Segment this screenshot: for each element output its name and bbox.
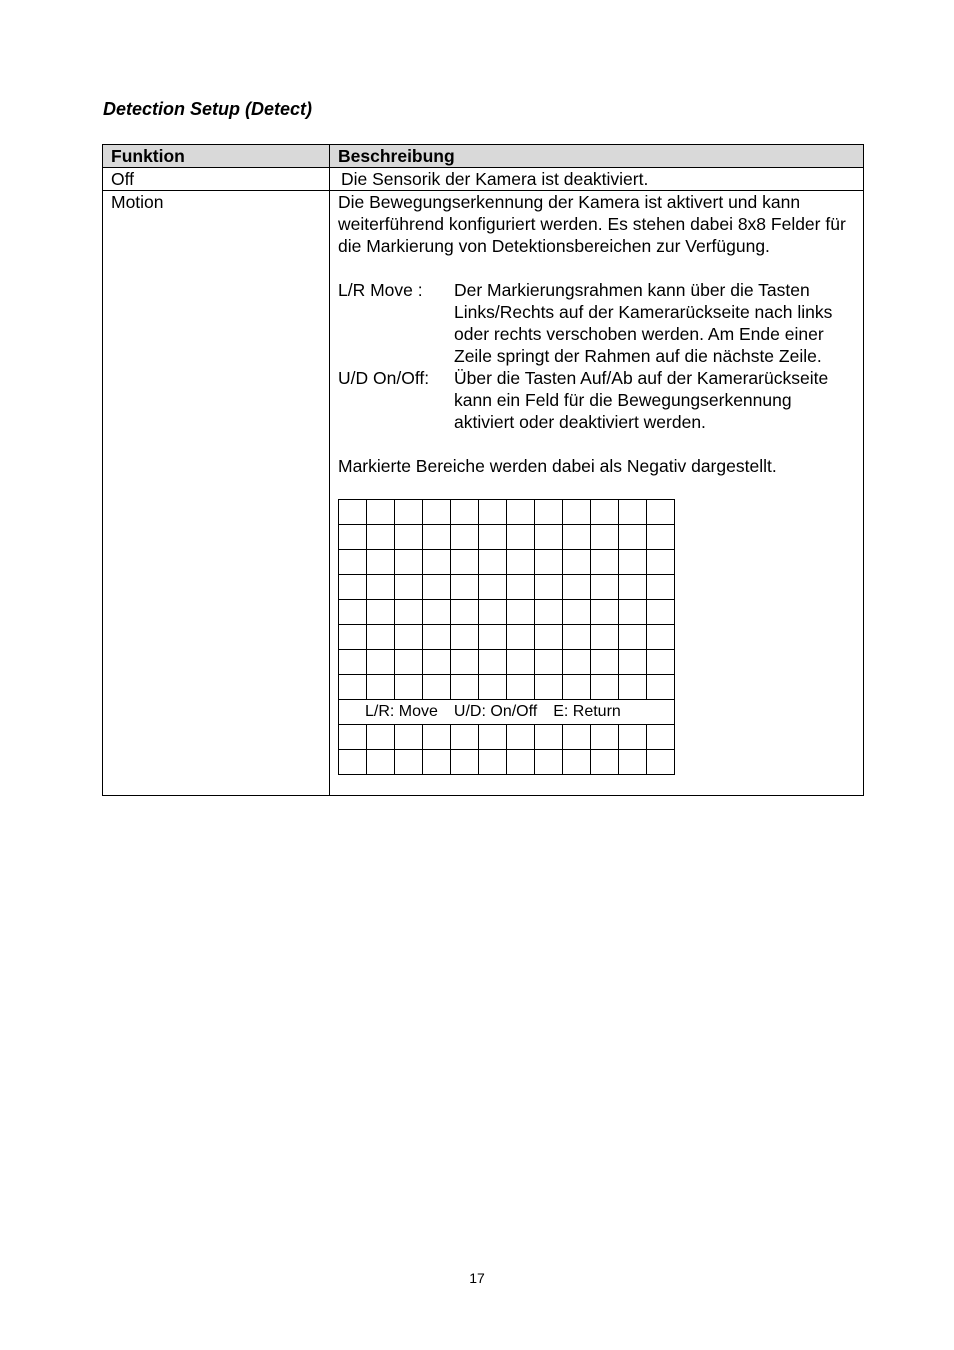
grid-row: [339, 525, 675, 550]
grid-row: [339, 550, 675, 575]
grid-cell: [339, 550, 367, 575]
grid-row: [339, 625, 675, 650]
grid-cell: [647, 550, 675, 575]
grid-cell: [563, 675, 591, 700]
grid-cell: [647, 750, 675, 775]
grid-cell: [339, 575, 367, 600]
grid-cell: [451, 525, 479, 550]
grid-cell: [563, 650, 591, 675]
grid-cell: [395, 650, 423, 675]
grid-cell: [451, 625, 479, 650]
grid-cell: [507, 750, 535, 775]
grid-cell: [507, 500, 535, 525]
grid-cell: [647, 650, 675, 675]
ud-onoff-entry: [338, 367, 855, 433]
grid-cell: [647, 600, 675, 625]
grid-cell: [619, 550, 647, 575]
grid-cell: [619, 625, 647, 650]
grid-cell: [479, 600, 507, 625]
grid-cell: [395, 600, 423, 625]
grid-cell: [619, 675, 647, 700]
grid-cell: [339, 675, 367, 700]
grid-cell: [367, 525, 395, 550]
grid-row: [339, 500, 675, 525]
grid-cell: [479, 550, 507, 575]
grid-cell: [395, 625, 423, 650]
grid-cell: [479, 500, 507, 525]
grid-cell: [591, 725, 619, 750]
grid-row: [339, 600, 675, 625]
grid-cell: [367, 750, 395, 775]
grid-cell: [619, 750, 647, 775]
grid-cell: [535, 525, 563, 550]
grid-cell: [507, 625, 535, 650]
grid-cell: [367, 550, 395, 575]
grid-cell: [535, 600, 563, 625]
grid-cell: [535, 650, 563, 675]
grid-cell: [563, 600, 591, 625]
grid-cell: [591, 550, 619, 575]
grid-cell: [339, 525, 367, 550]
grid-row: [339, 725, 675, 750]
grid-cell: [535, 675, 563, 700]
grid-key-return: E: Return: [553, 703, 621, 720]
grid-cell: [423, 750, 451, 775]
lr-move-key: L/R Move :: [338, 280, 423, 300]
grid-cell: [591, 625, 619, 650]
grid-cell: [479, 725, 507, 750]
grid-row: [339, 750, 675, 775]
grid-cell: [423, 625, 451, 650]
grid-cell: [647, 525, 675, 550]
grid-cell: [563, 525, 591, 550]
grid-cell: [451, 750, 479, 775]
grid-cell: [479, 575, 507, 600]
column-header-funktion: Funktion: [103, 145, 330, 168]
description-motion: [330, 191, 864, 796]
grid-cell: [395, 500, 423, 525]
grid-cell: [423, 550, 451, 575]
table-row-motion: [103, 191, 864, 796]
column-header-beschreibung: Beschreibung: [330, 145, 864, 168]
grid-cell: [647, 625, 675, 650]
grid-cell: [395, 575, 423, 600]
grid-cell: [339, 500, 367, 525]
grid-cell: [563, 625, 591, 650]
grid-cell: [647, 675, 675, 700]
grid-cell: [479, 675, 507, 700]
grid-cell: [367, 600, 395, 625]
grid-cell: [395, 675, 423, 700]
grid-cell: [619, 500, 647, 525]
grid-cell: [479, 650, 507, 675]
grid-cell: [591, 575, 619, 600]
grid-cell: [451, 725, 479, 750]
grid-cell: [507, 550, 535, 575]
grid-cell: [367, 625, 395, 650]
grid-cell: [423, 525, 451, 550]
grid-cell: [367, 675, 395, 700]
grid-cell: [507, 725, 535, 750]
table-header-row: [103, 145, 864, 168]
page-number: 17: [469, 1270, 485, 1286]
grid-cell: [339, 750, 367, 775]
grid-cell: [507, 600, 535, 625]
grid-cell: [563, 550, 591, 575]
grid-cell: [451, 600, 479, 625]
grid-row: [339, 675, 675, 700]
grid-cell: [647, 575, 675, 600]
grid-cell: [423, 600, 451, 625]
grid-cell: [647, 725, 675, 750]
grid-cell: [507, 525, 535, 550]
grid-key-bar: [339, 700, 675, 725]
grid-cell: [563, 575, 591, 600]
grid-cell: [647, 500, 675, 525]
grid-cell: [423, 500, 451, 525]
grid-cell: [395, 550, 423, 575]
grid-cell: [507, 675, 535, 700]
grid-cell: [339, 650, 367, 675]
grid-cell: [395, 725, 423, 750]
grid-cell: [507, 650, 535, 675]
grid-cell: [535, 725, 563, 750]
grid-cell: [591, 525, 619, 550]
grid-row: [339, 650, 675, 675]
grid-cell: [367, 500, 395, 525]
grid-cell: [339, 600, 367, 625]
grid-cell: [423, 675, 451, 700]
grid-cell: [619, 650, 647, 675]
grid-cell: [619, 600, 647, 625]
grid-cell: [339, 725, 367, 750]
grid-cell: [479, 625, 507, 650]
grid-key-onoff: U/D: On/Off: [453, 703, 538, 720]
grid-cell: [619, 575, 647, 600]
grid-cell: [423, 575, 451, 600]
grid-row: [339, 575, 675, 600]
grid-cell: [591, 500, 619, 525]
grid-cell: [395, 525, 423, 550]
grid-cell: [479, 750, 507, 775]
grid-cell: [591, 650, 619, 675]
grid-cell: [507, 575, 535, 600]
grid-cell: [535, 500, 563, 525]
grid-cell: [451, 550, 479, 575]
lr-move-text: Der Markierungsrahmen kann über die Tasten Links/Rechts auf der Kamerarückseite nach links oder rechts verschoben werden. Am Ende einer Zeile springt der Rahmen auf die nächste Zeile.: [454, 280, 833, 366]
function-table: [102, 144, 864, 796]
grid-cell: [451, 675, 479, 700]
grid-key-bar-cell: [339, 700, 675, 725]
grid-cell: [423, 725, 451, 750]
negative-note: Markierte Bereiche werden dabei als Negativ dargestellt.: [338, 456, 777, 476]
description-off: Die Sensorik der Kamera ist deaktiviert.: [330, 168, 864, 191]
section-heading: Detection Setup (Detect): [103, 99, 313, 119]
grid-cell: [535, 550, 563, 575]
ud-onoff-text: Über die Tasten Auf/Ab auf der Kamerarückseite kann ein Feld für die Bewegungserkennung aktiviert oder deaktiviert werden.: [454, 368, 829, 432]
grid-cell: [451, 650, 479, 675]
motion-intro: Die Bewegungserkennung der Kamera ist aktivert und kann weiterführend konfiguriert werden. Es stehen dabei 8x8 Felder für die Markierung von Detektionsbereichen zur Verfügung.: [338, 192, 846, 256]
grid-cell: [451, 500, 479, 525]
grid-cell: [563, 500, 591, 525]
grid-cell: [535, 625, 563, 650]
grid-key-move: L/R: Move: [365, 703, 438, 720]
function-off: Off: [103, 168, 330, 191]
function-motion: Motion: [103, 191, 330, 796]
grid-cell: [423, 650, 451, 675]
grid-cell: [535, 575, 563, 600]
grid-cell: [367, 650, 395, 675]
grid-cell: [367, 575, 395, 600]
grid-cell: [591, 600, 619, 625]
grid-cell: [535, 750, 563, 775]
ud-onoff-key: U/D On/Off:: [338, 368, 430, 388]
grid-cell: [563, 750, 591, 775]
grid-cell: [451, 575, 479, 600]
grid-cell: [395, 750, 423, 775]
grid-cell: [479, 525, 507, 550]
lr-move-entry: [338, 279, 855, 367]
grid-cell: [339, 625, 367, 650]
grid-cell: [619, 525, 647, 550]
grid-cell: [367, 725, 395, 750]
grid-cell: [619, 725, 647, 750]
table-row-off: [103, 168, 864, 191]
grid-cell: [591, 675, 619, 700]
grid-cell: [591, 750, 619, 775]
detection-grid-diagram: [338, 499, 675, 775]
grid-cell: [563, 725, 591, 750]
